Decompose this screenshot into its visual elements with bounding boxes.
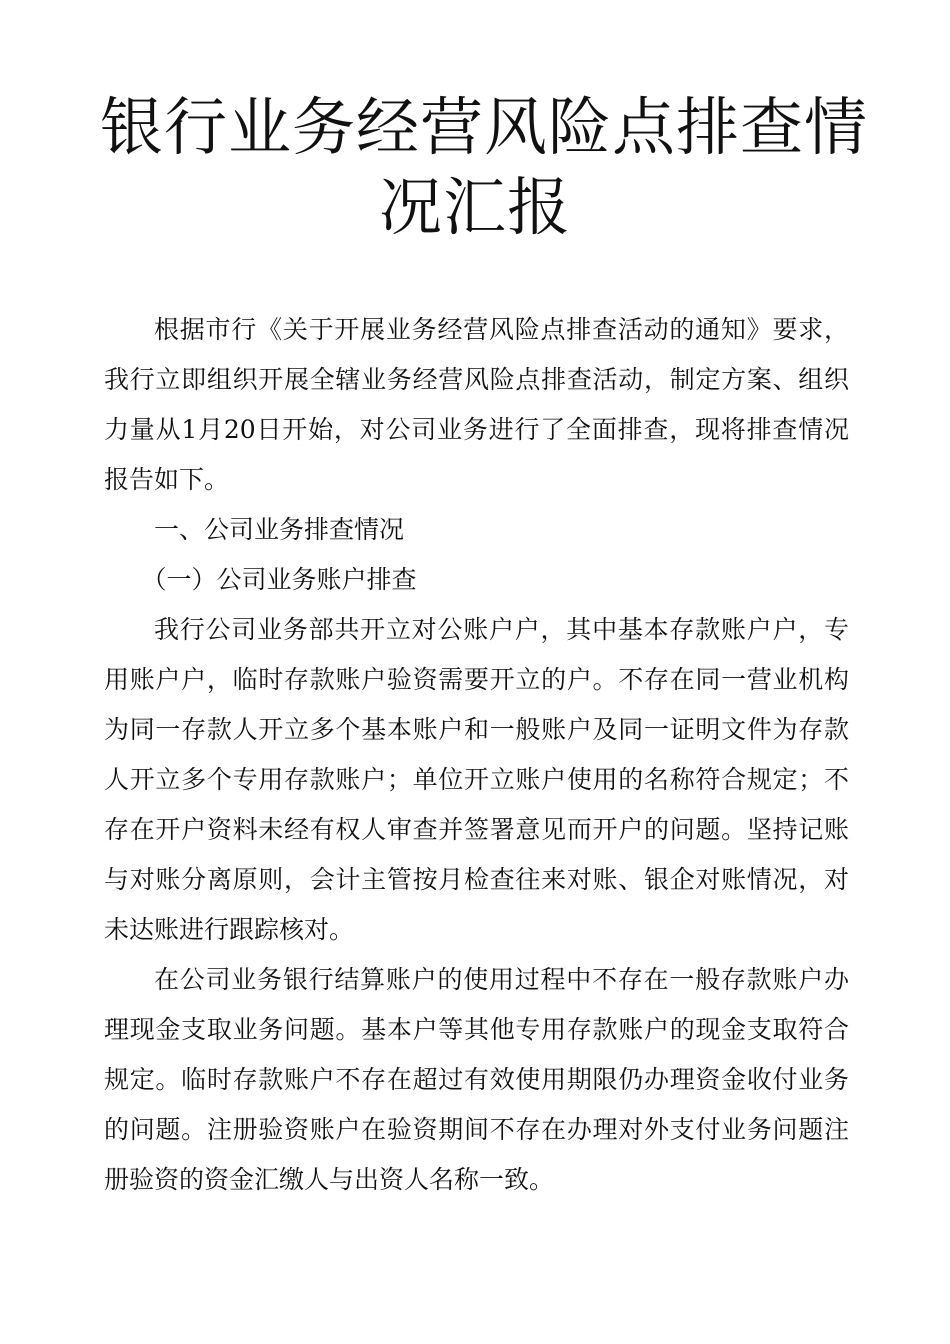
section-heading: 一、公司业务排查情况: [154, 515, 405, 544]
title-line-1: 银行业务经营风险点排查情: [100, 91, 868, 164]
intro-paragraph: 根据市行《关于开展业务经营风险点排查活动的通知》要求，我行立即组织开展全辖业务经营风险点排查活动，制定方案、组织力量从1月20日开始，对公司业务进行了全面排查，现将排查情况报告如下。: [104, 315, 849, 494]
document-title: [100, 88, 868, 248]
account-usage-paragraph: 在公司业务银行结算账户的使用过程中不存在一般存款账户办理现金支取业务问题。基本户等其他专用存款账户的现金支取符合规定。临时存款账户不存在超过有效使用期限仍办理资金收付业务的问题。注册验资账户在验资期间不存在办理对外支付业务问题注册验资的资金汇缴人与出资人名称一致。: [104, 965, 849, 1194]
document-body: [104, 305, 849, 1205]
title-line-2: 况汇报: [379, 171, 571, 244]
account-check-paragraph: 我行公司业务部共开立对公账户户，其中基本存款账户户，专用账户户，临时存款账户验资需要开立的户。不存在同一营业机构为同一存款人开立多个基本账户和一般账户及同一证明文件为存款人开立多个专用存款账户；单位开立账户使用的名称符合规定；不存在开户资料未经有权人审查并签署意见而开户的问题。坚持记账与对账分离原则，会计主管按月检查往来对账、银企对账情况，对未达账进行跟踪核对。: [104, 615, 849, 944]
subsection-heading: （一）公司业务账户排查: [141, 565, 417, 594]
